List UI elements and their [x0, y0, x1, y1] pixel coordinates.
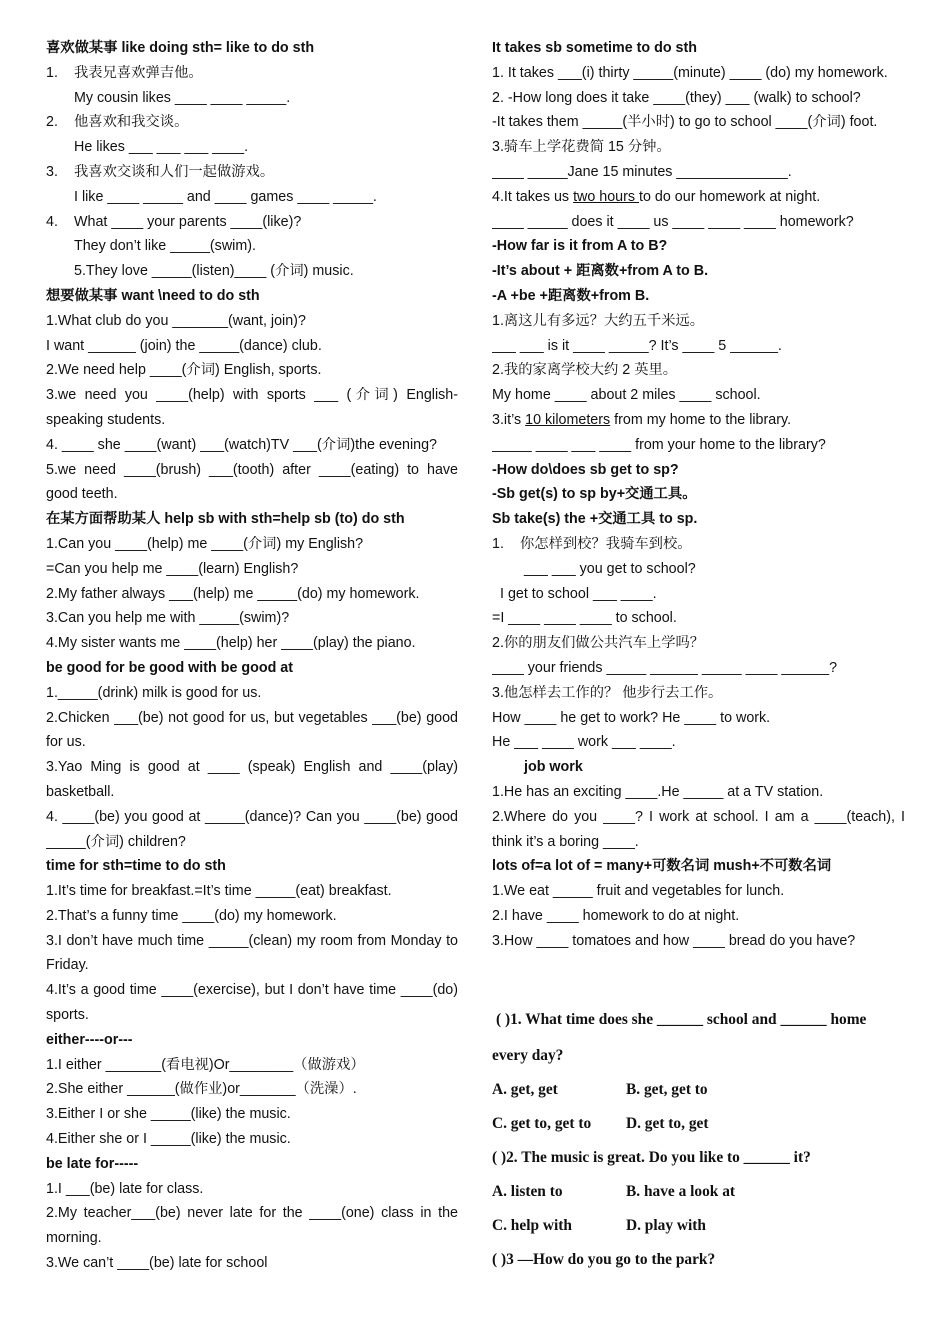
line-text: =I ____ ____ ____ to school.	[492, 610, 677, 627]
option-b: B. get, get to	[626, 1081, 708, 1098]
line-text: 2. -How long does it take ____(they) ___ (walk) to school?	[492, 89, 861, 106]
line-text-full	[492, 412, 791, 428]
exercise-line	[46, 805, 458, 855]
line-text: 4.It’s a good time ____(exercise), but I don’t have time ____(do) sports.	[46, 982, 458, 1024]
underlined-phrase: 10 kilometers	[525, 411, 611, 428]
exercise-line	[492, 606, 905, 631]
question-1-stem: ( )1. What time does she ______ school and ______ home	[496, 1011, 867, 1028]
line-text: 1.Can you ____(help) me ____(介词) my English?	[46, 535, 364, 552]
line-text: 喜欢做某事 like doing sth= like to do sth	[46, 40, 315, 56]
exercise-line	[492, 383, 905, 408]
exercise-line	[46, 879, 458, 904]
line-text: from my home to the library.	[610, 411, 792, 428]
exercise-line	[46, 334, 458, 359]
line-text: 5.They love _____(listen)____ (介词) music.	[74, 263, 354, 280]
item-number: 1.	[492, 535, 504, 552]
exercise-line	[492, 309, 905, 334]
exercise-line	[46, 358, 458, 383]
line-text: 5.we need ____(brush) ___(tooth) after ____(eating) to have good teeth.	[46, 461, 458, 503]
line-text: It takes sb sometime to do sth	[492, 40, 697, 56]
exercise-line	[46, 755, 458, 805]
exercise-line	[492, 730, 905, 755]
exercise-line	[46, 904, 458, 929]
question-2-options-row-2	[492, 1213, 912, 1247]
item-number: 2.	[46, 114, 58, 131]
exercise-line	[492, 135, 905, 160]
exercise-line	[492, 904, 905, 929]
line-text: 4.It takes us	[492, 188, 574, 205]
line-text: 3.Either I or she _____(like) the music.	[46, 1106, 291, 1123]
line-text: 3.Yao Ming is good at ____ (speak) English and ____(play) basketball.	[46, 759, 458, 800]
line-text: 2.Chicken ___(be) not good for us, but vegetables ___(be) good for us.	[46, 709, 458, 751]
line-text: be good for be good with be good at	[46, 659, 293, 676]
line-text: How ____ he get to work? He ____ to work.	[492, 709, 771, 726]
exercise-line	[46, 61, 458, 86]
section-heading	[46, 507, 458, 532]
line-text: be late for-----	[46, 1155, 139, 1172]
exercise-line	[46, 532, 458, 557]
line-text: to do our homework at night.	[639, 188, 821, 205]
line-text: 4.My sister wants me ____(help) her ____(play) the piano.	[46, 635, 416, 652]
line-text: ____ _____ does it ____ us ____ ____ ____ homework?	[492, 213, 854, 230]
line-text: 3.Can you help me with _____(swim)?	[46, 610, 290, 627]
line-text: 4.Either she or I _____(like) the music.	[46, 1131, 291, 1148]
line-text: 1.He has an exciting ____.He _____ at a TV station.	[492, 783, 824, 800]
option-a: A. get, get	[492, 1081, 558, 1098]
line-text: 他喜欢和我交谈。	[74, 114, 189, 131]
line-text: I get to school ___ ____.	[500, 585, 657, 602]
line-text: -It’s about + 距离数+from A to B.	[492, 263, 709, 280]
line-text: 3.How ____ tomatoes and how ____ bread do you have?	[492, 932, 856, 949]
line-text: -A +be +距离数+from B.	[492, 287, 650, 304]
section-heading	[492, 507, 905, 532]
exercise-line	[46, 582, 458, 607]
line-text: 2.我的家离学校大约 2 英里。	[492, 362, 678, 379]
section-heading	[46, 1152, 458, 1177]
line-text: lots of=a lot of = many+可数名词 mush+不可数名词	[492, 858, 832, 875]
exercise-line	[492, 86, 905, 111]
line-text: -How far is it from A to B?	[492, 238, 668, 255]
line-text: =Can you help me ____(learn) English?	[46, 560, 299, 577]
line-text: ___ ___ is it ____ _____? It’s ____ 5 ______.	[492, 337, 782, 354]
exercise-line	[492, 210, 905, 235]
exercise-line	[46, 458, 458, 508]
option-a: A. listen to	[492, 1183, 563, 1200]
question-1-options-row-2	[492, 1111, 912, 1145]
section-heading	[492, 854, 905, 879]
exercise-line	[46, 1251, 458, 1276]
exercise-line	[46, 606, 458, 631]
question-1-stem-cont: every day?	[492, 1047, 564, 1064]
line-text: 1.It’s time for breakfast.=It’s time _____(eat) breakfast.	[46, 883, 392, 900]
right-column	[492, 36, 905, 953]
exercise-line	[46, 1127, 458, 1152]
exercise-line	[492, 110, 905, 135]
line-text: I like ____ _____ and ____ games ____ _____.	[74, 188, 377, 205]
line-text: 2.That’s a funny time ____(do) my homework.	[46, 907, 337, 924]
line-text: 1.离这儿有多远？大约五千米远。	[492, 312, 705, 329]
line-text: 2.She either ______(做作业)or_______（洗澡）.	[46, 1081, 357, 1098]
exercise-line	[492, 185, 905, 210]
line-text: Sb take(s) the +交通工具 to sp.	[492, 511, 698, 528]
line-text: My home ____ about 2 miles ____ school.	[492, 387, 761, 404]
section-heading	[46, 854, 458, 879]
line-text: He likes ___ ___ ___ ____.	[74, 139, 249, 156]
exercise-line	[46, 135, 458, 160]
line-text: ____ your friends _____ ______ _____ ____ ______?	[492, 659, 838, 676]
item-number: 4.	[46, 213, 58, 230]
exercise-line	[46, 259, 458, 284]
line-text: 3.we need you ____(help) with sports ___ (介词) English-speaking students.	[46, 387, 458, 428]
line-text: 2.你的朋友们做公共汽车上学吗？	[492, 635, 705, 652]
exercise-line	[46, 1201, 458, 1251]
line-text: -How do\does sb get to sp?	[492, 461, 679, 478]
exercise-line	[492, 582, 905, 607]
line-text: 3.他怎样去工作的？ 他步行去工作。	[492, 684, 723, 701]
line-text: -It takes them _____(半小时) to go to school ____(介词) foot.	[492, 114, 878, 131]
line-text: 3.骑车上学花费简 15 分钟。	[492, 139, 671, 156]
line-text: 2.Where do you ____? I work at school. I am a ____(teach), I think it’s a boring ____.	[492, 808, 905, 850]
section-heading	[46, 36, 458, 61]
line-text: ___ ___ you get to school?	[524, 560, 696, 577]
exercise-line	[46, 160, 458, 185]
line-text-full	[492, 189, 820, 205]
line-text: -Sb get(s) to sp by+交通工具。	[492, 486, 697, 503]
exercise-line	[46, 681, 458, 706]
line-text: 4. ____(be) you good at _____(dance)? Can you ____(be) good _____(介词) children?	[46, 808, 458, 850]
option-b: B. have a look at	[626, 1183, 736, 1200]
exercise-line	[492, 408, 905, 433]
question-3-stem: ( )3 —How do you go to the park?	[492, 1251, 716, 1268]
exercise-line	[492, 681, 905, 706]
question-2-stem: ( )2. The music is great. Do you like to ______ it?	[492, 1149, 811, 1166]
line-text: 1.What club do you _______(want, join)?	[46, 312, 306, 329]
exercise-line	[492, 61, 905, 86]
exercise-line	[46, 309, 458, 334]
line-text: 想要做某事 want \need to do sth	[46, 287, 260, 304]
exercise-line	[46, 234, 458, 259]
exercise-line	[46, 631, 458, 656]
line-text: 3.We can’t ____(be) late for school	[46, 1255, 268, 1272]
line-text: What ____ your parents ____(like)?	[74, 213, 302, 230]
option-c: C. get to, get to	[492, 1115, 592, 1132]
underlined-phrase: two hours	[573, 188, 640, 205]
line-text: 3.it’s	[492, 411, 526, 428]
line-text: 你怎样到校？我骑车到校。	[520, 535, 692, 552]
line-text: 1. It takes ___(i) thirty _____(minute) ____ (do) my homework.	[492, 64, 888, 81]
line-text: 2.We need help ____(介词) English, sports.	[46, 362, 322, 379]
line-text: 1.We eat _____ fruit and vegetables for lunch.	[492, 883, 785, 900]
section-heading	[46, 1028, 458, 1053]
exercise-line	[492, 706, 905, 731]
line-text: 在某方面帮助某人 help sb with sth=help sb (to) do sth	[46, 511, 405, 528]
exercise-line	[46, 978, 458, 1028]
exercise-line	[46, 210, 458, 235]
option-d: D. play with	[626, 1217, 706, 1234]
option-d: D. get to, get	[626, 1115, 709, 1132]
exercise-line	[492, 358, 905, 383]
exercise-line	[46, 929, 458, 979]
exercise-line	[492, 656, 905, 681]
exercise-line	[46, 557, 458, 582]
exercise-line	[492, 532, 905, 557]
section-heading	[492, 259, 905, 284]
line-text: I want ______ (join) the _____(dance) club.	[46, 337, 322, 354]
line-text: 1.I ___(be) late for class.	[46, 1180, 204, 1197]
line-text: 我喜欢交谈和人们一起做游戏。	[74, 163, 275, 180]
section-heading	[492, 234, 905, 259]
exercise-line	[46, 110, 458, 135]
line-text: My cousin likes ____ ____ _____.	[74, 89, 291, 106]
exercise-line	[492, 780, 905, 805]
exercise-line	[492, 557, 905, 582]
section-heading	[492, 284, 905, 309]
section-heading	[492, 755, 905, 780]
exercise-line	[492, 334, 905, 359]
option-c: C. help with	[492, 1217, 572, 1234]
line-text: 我表兄喜欢弹吉他。	[74, 64, 203, 81]
line-text: 1.I either _______(看电视)Or________（做游戏）	[46, 1056, 365, 1073]
exercise-line	[46, 706, 458, 756]
section-heading	[492, 36, 905, 61]
multiple-choice-section	[492, 1007, 912, 1281]
exercise-line	[46, 1177, 458, 1202]
question-1-options-row-1	[492, 1077, 912, 1111]
line-text: 4. ____ she ____(want) ___(watch)TV ___(介词)the evening?	[46, 436, 438, 453]
line-text: He ___ ____ work ___ ____.	[492, 734, 676, 751]
exercise-line	[492, 631, 905, 656]
line-text: 2.My teacher___(be) never late for the ____(one) class in the morning.	[46, 1205, 458, 1247]
section-heading	[492, 482, 905, 507]
exercise-line	[46, 185, 458, 210]
section-heading	[46, 284, 458, 309]
exercise-line	[46, 86, 458, 111]
line-text: _____ ____ ___ ____ from your home to the library?	[492, 436, 826, 453]
section-heading	[46, 656, 458, 681]
exercise-line	[492, 879, 905, 904]
exercise-line	[46, 1102, 458, 1127]
exercise-line	[46, 433, 458, 458]
left-column	[46, 36, 458, 1276]
line-text: 2.I have ____ homework to do at night.	[492, 907, 740, 924]
line-text: ____ _____Jane 15 minutes ______________.	[492, 163, 792, 180]
section-heading	[492, 458, 905, 483]
line-text: 1._____(drink) milk is good for us.	[46, 684, 262, 701]
exercise-line	[492, 433, 905, 458]
exercise-line	[46, 1077, 458, 1102]
question-2-options-row-1	[492, 1179, 912, 1213]
exercise-line	[492, 160, 905, 185]
exercise-line	[46, 383, 458, 433]
line-text: time for sth=time to do sth	[46, 858, 226, 875]
exercise-line	[492, 805, 905, 855]
line-text: either----or---	[46, 1031, 133, 1048]
line-text: They don’t like _____(swim).	[74, 238, 256, 255]
item-number: 3.	[46, 163, 58, 180]
exercise-line	[46, 1053, 458, 1078]
line-text: 3.I don’t have much time _____(clean) my room from Monday to Friday.	[46, 932, 458, 974]
item-number: 1.	[46, 64, 58, 81]
exercise-line	[492, 929, 905, 954]
line-text: job work	[524, 759, 583, 776]
line-text: 2.My father always ___(help) me _____(do) my homework.	[46, 585, 420, 602]
